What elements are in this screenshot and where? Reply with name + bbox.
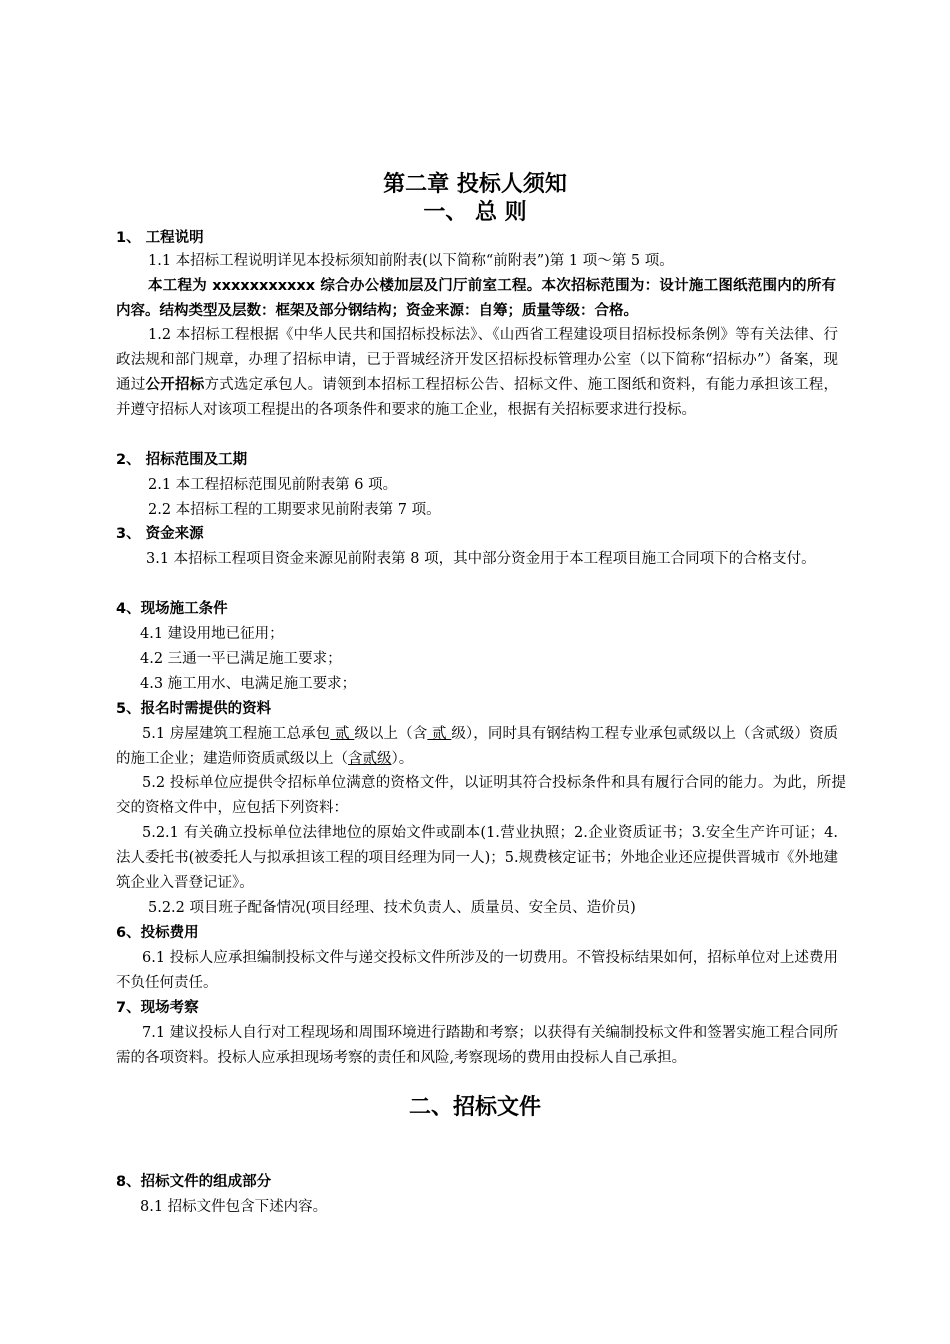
heading-2: 2、 招标范围及工期 xyxy=(116,452,248,468)
para-5-2-1: 5.2.1 有关确立投标单位法律地位的原始文件或副本(1.营业执照；2.企业资质证书；3.安全生产许可证；4.法人委托书(被委托人与拟承担该工程的项目经理为同一人)；5.规费核定证书；外地企业还应提供晋城市《外地建筑企业入晋登记证》。 xyxy=(116,825,838,891)
heading-1: 1、 工程说明 xyxy=(116,230,204,246)
para-4-3: 4.3 施工用水、电满足施工要求； xyxy=(140,676,357,692)
para-5-2-2: 5.2.2 项目班子配备情况(项目经理、技术负责人、质量员、安全员、造价员) xyxy=(148,900,636,916)
chapter-title: 第二章 投标人须知 xyxy=(383,172,567,197)
heading-6: 6、投标费用 xyxy=(116,925,199,941)
para-5-1-text-c: 级以上（含 xyxy=(354,726,428,742)
para-5-1-text-g: ）。 xyxy=(391,751,414,767)
para-5-1-text-e: 级），同时具有钢结构工程专业承包贰级以上（含贰级）资质的施工企业；建造师资质贰级以上（ xyxy=(116,726,839,767)
para-1-2 xyxy=(116,323,838,423)
heading-8: 8、招标文件的组成部分 xyxy=(116,1174,272,1190)
para-4-1: 4.1 建设用地已征用； xyxy=(140,626,284,642)
para-4-2: 4.2 三通一平已满足施工要求； xyxy=(140,651,342,667)
para-5-1-text-a: 5.1 房屋建筑工程施工总承包 xyxy=(142,726,331,742)
para-1-2-emphasis: 公开招标 xyxy=(145,377,205,393)
para-7-1: 7.1 建议投标人自行对工程现场和周围环境进行踏勘和考察；以获得有关编制投标文件和签署实施工程合同所需的各项资料。投标人应承担现场考察的责任和风险,考察现场的费用由投标人自己承担。 xyxy=(116,1025,838,1066)
para-1-bold: 本工程为 xxxxxxxxxxx 综合办公楼加层及门厅前室工程。本次招标范围为：设计施工图纸范围内的所有内容。结构类型及层数：框架及部分钢结构；资金来源：自筹；质量等级：合格。 xyxy=(116,278,836,319)
para-5-1-grade-2: 贰 xyxy=(427,726,452,742)
section-title-tender-docs: 二、招标文件 xyxy=(408,1095,541,1120)
para-2-2: 2.2 本招标工程的工期要求见前附表第 7 项。 xyxy=(148,502,441,518)
para-3-1: 3.1 本招标工程项目资金来源见前附表第 8 项，其中部分资金用于本工程项目施工合同项下的合格支付。 xyxy=(146,551,816,567)
para-5-1 xyxy=(116,722,838,772)
para-6-1: 6.1 投标人应承担编制投标文件与递交投标文件所涉及的一切费用。不管投标结果如何，招标单位对上述费用不负任何责任。 xyxy=(116,950,838,991)
para-1-2-text-a: 1.2 本招标工程根据《中华人民共和国招标投标法》、《山西省工程建设项目招标投标条例》等有关法律、行政法规和部门规章，办理了招标申请，已于晋城经济开发区招标投标管理办公室（以下简称“招标办”）备案，现通过 xyxy=(116,327,838,393)
heading-7: 7、现场考察 xyxy=(116,1000,199,1016)
para-2-1: 2.1 本工程招标范围见前附表第 6 项。 xyxy=(148,477,398,493)
para-8-1: 8.1 招标文件包含下述内容。 xyxy=(140,1199,328,1215)
heading-4: 4、现场施工条件 xyxy=(116,601,228,617)
para-1-1: 1.1 本招标工程说明详见本投标须知前附表(以下简称“前附表”)第 1 项～第 5 项。 xyxy=(148,253,674,269)
heading-3: 3、 资金来源 xyxy=(116,526,204,542)
section-title-general: 一、 总 则 xyxy=(423,200,527,225)
para-5-2: 5.2 投标单位应提供令招标单位满意的资格文件，以证明其符合投标条件和具有履行合同的能力。为此，所提交的资格文件中，应包括下列资料： xyxy=(116,775,846,816)
para-5-1-grade-3: 含贰级 xyxy=(348,751,392,767)
heading-5: 5、报名时需提供的资料 xyxy=(116,701,272,717)
para-5-1-grade-1: 贰 xyxy=(330,726,355,742)
para-1-2-text-c: 方式选定承包人。请领到本招标工程招标公告、招标文件、施工图纸和资料，有能力承担该工程，并遵守招标人对该项工程提出的各项条件和要求的施工企业，根据有关招标要求进行投标。 xyxy=(116,377,839,418)
